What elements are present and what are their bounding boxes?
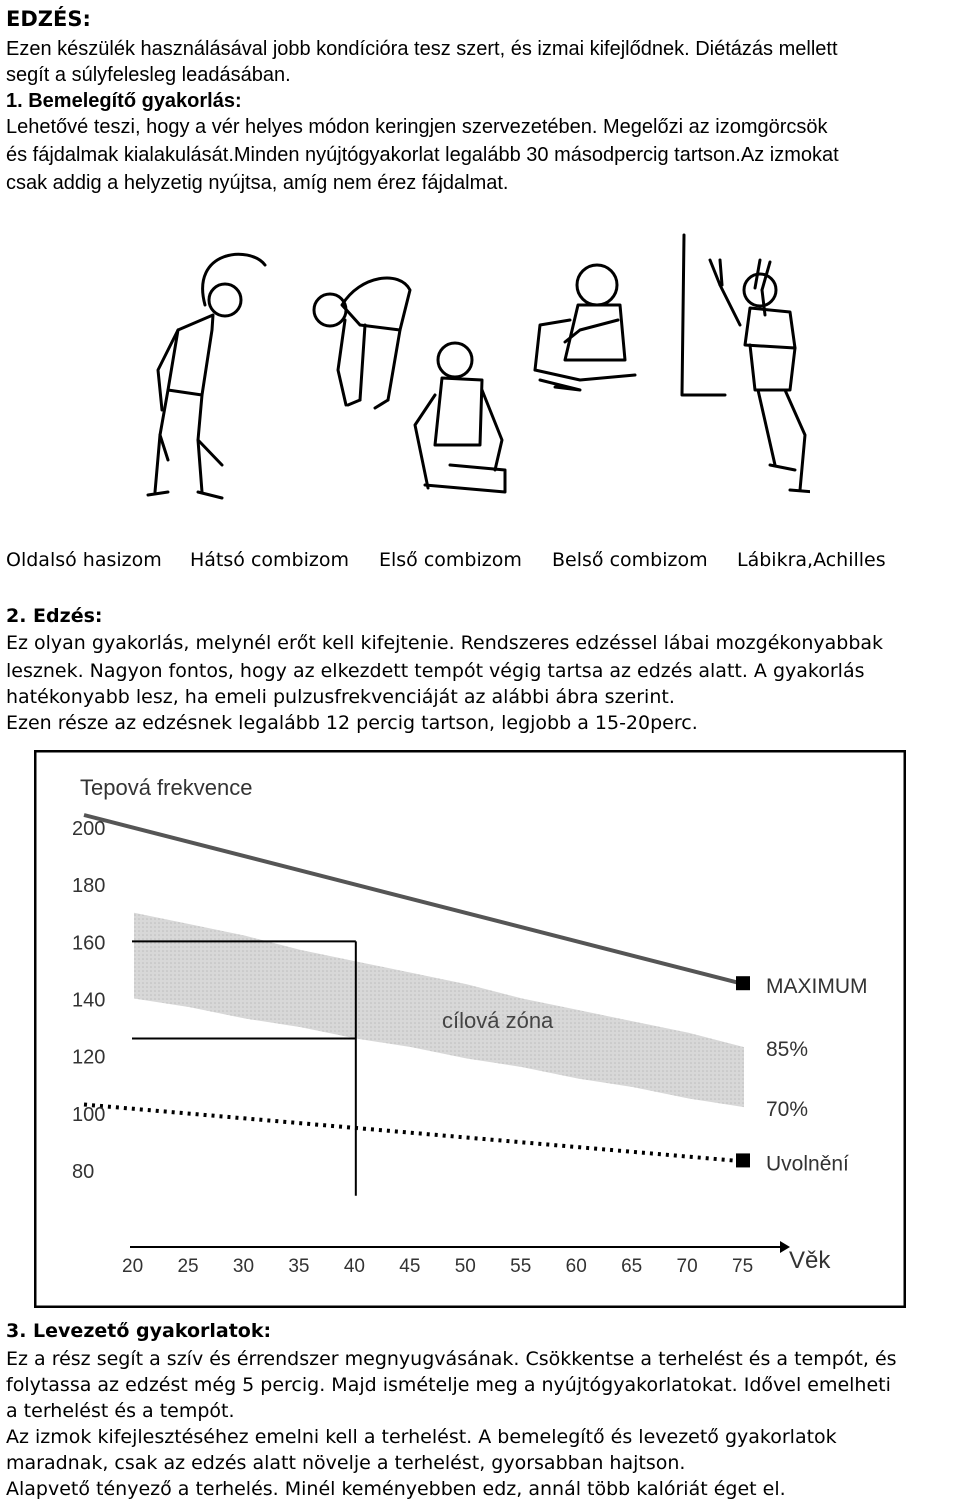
section2-line: Ezen része az edzésnek legalább 12 percig tartson, legjobb a 15-20perc.	[6, 712, 698, 734]
section3-line: folytassa az edzést még 5 percig. Majd ismételje meg a nyújtógyakorlatokat. Idővel emelheti	[6, 1374, 891, 1396]
x-tick-label: 20	[122, 1256, 144, 1277]
x-tick-label: 55	[510, 1256, 532, 1277]
x-tick-label: 45	[399, 1256, 421, 1277]
section3-line: Az izmok kifejlesztéséhez emelni kell a terhelést. A bemelegítő és levezető gyakorlatok	[6, 1426, 837, 1448]
y-tick-label: 140	[72, 989, 106, 1012]
y-tick-label: 80	[72, 1161, 95, 1183]
x-tick-label: 35	[288, 1256, 310, 1277]
legend-marker	[736, 1153, 750, 1167]
figure-kneeling	[415, 343, 505, 492]
legend-label-uvolnn: Uvolnění	[766, 1152, 849, 1176]
section3-heading: 3. Levezető gyakorlatok:	[6, 1320, 272, 1342]
y-tick-label: 200	[72, 818, 106, 840]
section3-line: Alapvető tényező a terhelés. Minél keményebben edz, annál több kalóriát éget el.	[6, 1478, 786, 1500]
section2-line: lesznek. Nagyon fontos, hogy az elkezdett tempót végig tartsa az edzés alatt. A gyakorlás	[6, 660, 865, 682]
intro-line: segít a súlyfelesleg leadásában.	[6, 64, 291, 86]
section1-line: Lehetővé teszi, hogy a vér helyes módon keringjen szervezetében. Megelőzi az izomgörcsök	[6, 116, 828, 138]
x-tick-label: 65	[621, 1256, 643, 1277]
figure-side-stretch	[148, 254, 265, 498]
y-tick-label: 180	[72, 875, 106, 898]
figure-wall-calf	[682, 235, 810, 492]
y-tick-label: 100	[72, 1103, 106, 1126]
x-tick-label: 50	[454, 1256, 476, 1277]
caption-quadriceps: Első combizom	[379, 549, 522, 571]
heart-rate-chart	[34, 750, 906, 1308]
caption-inner-thigh: Belső combizom	[552, 549, 708, 571]
x-tick-label: 70	[676, 1256, 698, 1277]
caption-calf-achilles: Lábikra,Achilles	[737, 549, 886, 571]
section1-heading: 1. Bemelegítő gyakorlás:	[6, 90, 242, 112]
intro-line: Ezen készülék használásával jobb kondícióra tesz szert, és izmai kifejlődnek. Diétázás mellett	[6, 38, 838, 60]
stretching-illustrations	[110, 230, 810, 520]
x-tick-label: 30	[232, 1256, 255, 1277]
section2-heading: 2. Edzés:	[6, 605, 103, 627]
section3-line: maradnak, csak az edzés alatt növelje a terhelést, gyorsabban hajtson.	[6, 1452, 686, 1474]
legend-label-85: 85%	[766, 1038, 809, 1062]
figure-seated	[535, 265, 635, 390]
x-tick-label: 60	[565, 1256, 587, 1277]
caption-side-abs: Oldalsó hasizom	[6, 549, 162, 571]
section2-line: hatékonyabb lesz, ha emeli pulzusfrekvenciáját az alábbi ábra szerint.	[6, 686, 675, 708]
page-title: EDZÉS:	[6, 7, 91, 31]
y-axis-label: Tepová frekvence	[80, 775, 253, 800]
legend-marker	[736, 976, 750, 990]
legend-label-maximum: MAXIMUM	[766, 975, 868, 999]
zone-label: cílová zóna	[442, 1008, 554, 1033]
x-tick-label: 75	[732, 1256, 754, 1277]
section3-line: Ez a rész segít a szív és érrendszer megnyugvásának. Csökkentse a terhelést és a tempót, és	[6, 1348, 897, 1370]
y-tick-label: 160	[72, 932, 106, 955]
section3-line: a terhelést és a tempót.	[6, 1400, 235, 1422]
x-tick-label: 25	[177, 1256, 199, 1277]
section1-line: és fájdalmak kialakulását.Minden nyújtógyakorlat legalább 30 másodpercig tartson.Az izmokat	[6, 144, 839, 166]
legend-label-70: 70%	[766, 1098, 809, 1122]
x-axis-label: Věk	[789, 1247, 831, 1274]
caption-hamstring: Hátsó combizom	[190, 549, 349, 571]
x-tick-label: 40	[343, 1256, 365, 1277]
section1-line: csak addig a helyzetig nyújtsa, amíg nem érez fájdalmat.	[6, 172, 509, 194]
y-tick-label: 120	[72, 1046, 106, 1069]
figure-forward-bend	[314, 278, 410, 408]
section2-line: Ez olyan gyakorlás, melynél erőt kell kifejtenie. Rendszeres edzéssel lábai mozgékonyabbak	[6, 632, 884, 654]
